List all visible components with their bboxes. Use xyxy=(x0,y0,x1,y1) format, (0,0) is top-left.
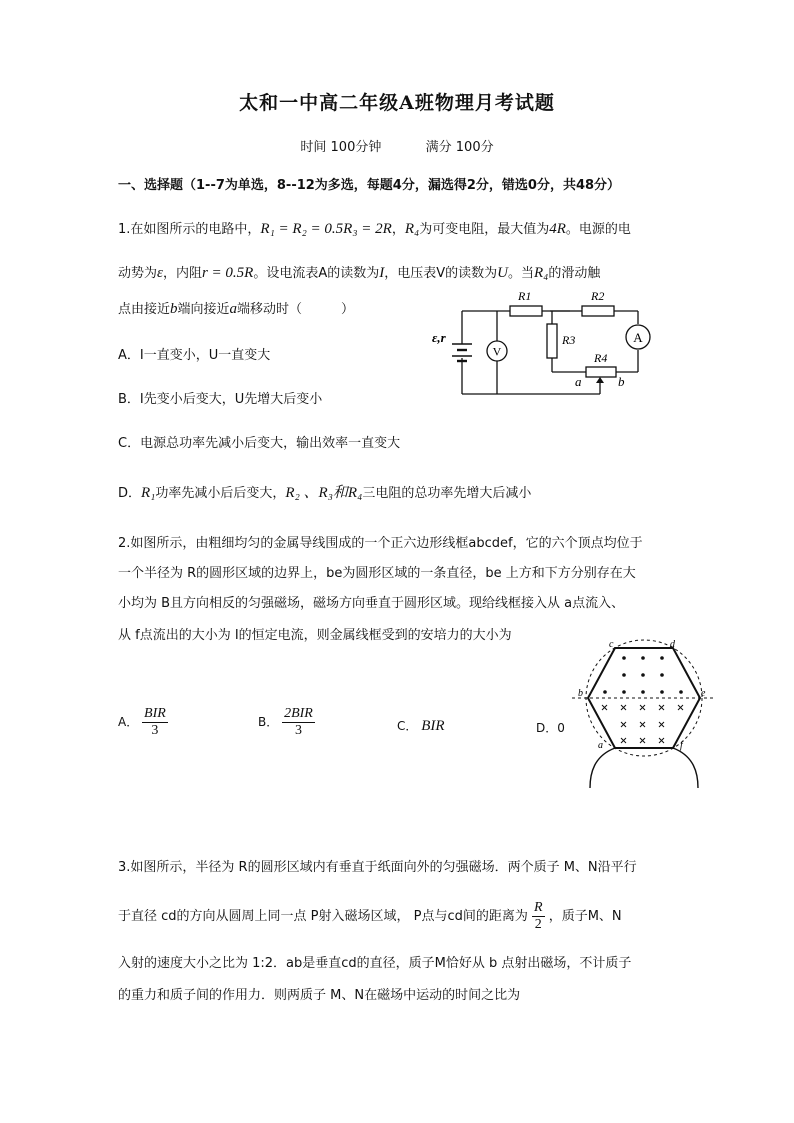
q1-var-r234: R₂ 、R₃和R₄ xyxy=(285,485,363,501)
q1-option-d xyxy=(118,481,531,502)
q2-line-4: 从 f点流出的大小为 I的恒定电流，则金属线框受到的安培力的大小为 xyxy=(118,628,512,643)
q1-text: 。当 xyxy=(507,266,534,281)
r2-label: R2 xyxy=(591,289,605,303)
q2-hexagon-figure xyxy=(572,638,714,788)
q1-text: ，内阻 xyxy=(162,266,202,281)
resistor-r3-icon xyxy=(547,324,557,358)
slider-arrow-icon xyxy=(596,377,604,383)
q2-line-2: 一个半径为 R的圆形区域的边界上，be为圆形区域的一条直径，be 上方和下方分别存在大 xyxy=(118,566,636,581)
q1-option-b: B．I先变小后变大，U先增大后变小 xyxy=(118,392,323,407)
q2-option-a-fraction xyxy=(142,706,168,739)
q2-option-a xyxy=(118,706,168,739)
q3-line-2 xyxy=(118,900,622,933)
exam-info xyxy=(0,136,794,155)
resistor-r1-icon xyxy=(510,306,542,316)
q2-option-c-label: C． xyxy=(397,719,418,733)
r3-label: R3 xyxy=(562,333,576,347)
emf-label: ε,r xyxy=(432,330,446,345)
q1-circuit-diagram xyxy=(430,286,692,398)
q1-var-r: r = 0.5R xyxy=(201,265,254,281)
r4-label: R4 xyxy=(594,351,608,365)
q3-line-1: 3.如图所示，半径为 R的圆形区域内有垂直于纸面向外的匀强磁场．两个质子 M、N沿平行 xyxy=(118,860,637,875)
q1-text: ， xyxy=(391,222,405,237)
q1-option-d-label: D． xyxy=(118,486,142,501)
vertex-d-label: d xyxy=(670,639,675,650)
q2-option-d: D．0 xyxy=(536,721,565,735)
rheostat-r4-icon xyxy=(586,367,616,377)
q1-var-u: U xyxy=(497,265,508,281)
ammeter-label: A xyxy=(633,330,643,345)
end-b-label: b xyxy=(618,374,625,389)
fraction-denominator: 2 xyxy=(534,917,542,932)
q1-text: 点由接近 xyxy=(118,302,171,317)
q1-var-b: b xyxy=(170,301,178,317)
q1-var-r4: R₄ xyxy=(534,265,549,281)
q2-option-b-fraction xyxy=(282,706,315,739)
q1-text: 1.在如图所示的电路中， xyxy=(118,222,261,237)
q2-line-3: 小均为 B且方向相反的匀强磁场，磁场方向垂直于圆形区域。现给线框接入从 a点流入、 xyxy=(118,596,625,611)
q3-text: 于直径 cd的方向从圆周上同一点 P射入磁场区域， P点与cd间的距离为 xyxy=(118,909,528,924)
q2-option-a-label: A． xyxy=(118,715,139,729)
q1-text: 的滑动触 xyxy=(548,266,601,281)
vertex-a-label: a xyxy=(598,740,603,751)
q1-text: 端向接近 xyxy=(177,302,230,317)
q3-text: ，质子M、N xyxy=(548,909,622,924)
q1-line-2 xyxy=(118,262,600,282)
q1-text: 三电阻的总功率先增大后减小 xyxy=(362,486,532,501)
q1-text: 动势为 xyxy=(118,266,158,281)
score-label: 满分 100分 xyxy=(425,140,494,155)
q1-var-emf: ε xyxy=(157,265,163,281)
q3-line-4: 的重力和质子间的作用力．则两质子 M、N在磁场中运动的时间之比为 xyxy=(118,988,521,1003)
q1-equation: R₁ = R₂ = 0.5R₃ = 2R xyxy=(260,221,392,237)
q1-line-1 xyxy=(118,218,631,238)
voltmeter-label: V xyxy=(492,344,502,359)
vertex-f-label: f xyxy=(680,740,683,751)
q1-var-r1: R₁ xyxy=(141,485,156,501)
fraction-numerator: R xyxy=(534,900,543,915)
q1-var-r4: R₄ xyxy=(404,221,420,237)
wire-a xyxy=(590,748,615,788)
field-out-dots xyxy=(603,656,683,694)
q1-text: 端移动时（ ） xyxy=(237,302,355,317)
vertex-b-label: b xyxy=(578,688,583,699)
fraction-numerator: BIR xyxy=(144,706,166,721)
end-a-label: a xyxy=(575,374,582,389)
q1-line-3 xyxy=(118,298,354,318)
q1-text: 。电源的电 xyxy=(565,222,631,237)
fraction-numerator: 2BIR xyxy=(284,706,313,721)
q1-var-i: I xyxy=(379,265,385,281)
q1-option-a: A．I一直变小，U一直变大 xyxy=(118,348,271,363)
q1-var-4r: 4R xyxy=(549,221,566,237)
q1-text: 功率先减小后后变大， xyxy=(155,486,286,501)
vertex-c-label: c xyxy=(609,639,614,650)
section-heading: 一、选择题（1--7为单选，8--12为多选，每题4分，漏选得2分，错选0分，共48分） xyxy=(118,178,621,193)
fraction-denominator: 3 xyxy=(151,723,159,738)
page-title: 太和一中高二年级A班物理月考试题 xyxy=(239,92,555,114)
q1-text: 为可变电阻，最大值为 xyxy=(419,222,550,237)
time-label: 时间 100分钟 xyxy=(300,140,382,155)
q3-fraction xyxy=(532,900,545,933)
q1-text: ，电压表V的读数为 xyxy=(384,266,498,281)
r1-label: R1 xyxy=(518,289,532,303)
q3-line-3: 入射的速度大小之比为 1:2．ab是垂直cd的直径，质子M恰好从 b 点射出磁场，不计质子 xyxy=(118,956,632,971)
field-in-crosses xyxy=(602,705,683,743)
wire-f xyxy=(673,748,698,788)
vertex-e-label: e xyxy=(701,688,706,699)
q2-option-c-value: BIR xyxy=(421,718,445,734)
q2-option-b-label: B． xyxy=(258,715,279,729)
q1-text: 。设电流表A的读数为 xyxy=(253,266,380,281)
q1-option-c: C．电源总功率先减小后变大，输出效率一直变大 xyxy=(118,436,401,451)
q1-var-a: a xyxy=(229,301,238,317)
q2-line-1: 2.如图所示，由粗细均匀的金属导线围成的一个正六边形线框abcdef，它的六个顶点均位于 xyxy=(118,536,643,551)
q2-option-b xyxy=(258,706,315,739)
q2-option-c xyxy=(397,717,445,735)
resistor-r2-icon xyxy=(582,306,614,316)
fraction-denominator: 3 xyxy=(294,723,302,738)
